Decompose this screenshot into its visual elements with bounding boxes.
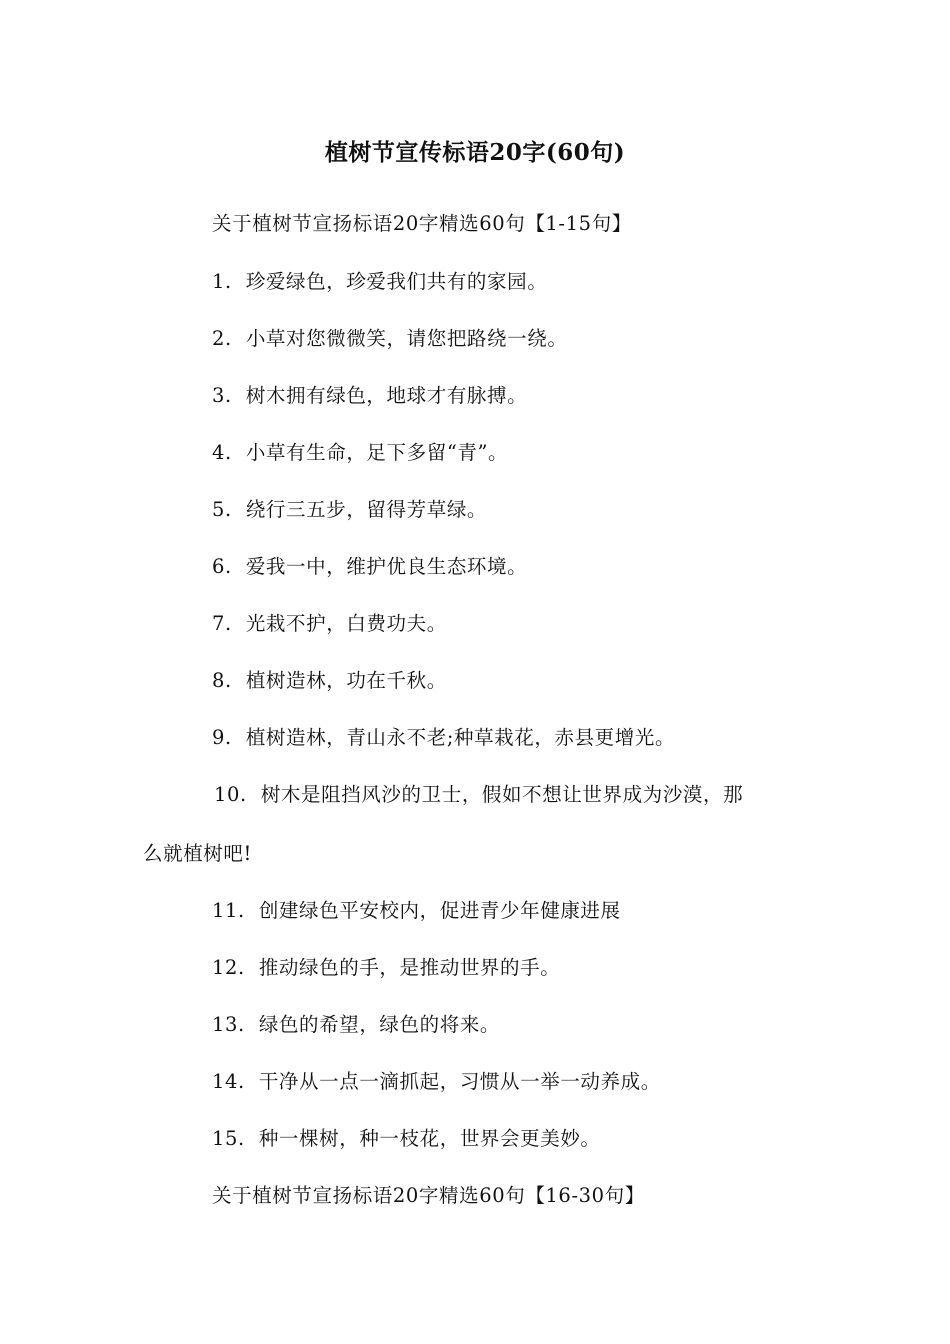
item-number: 4. xyxy=(212,441,232,464)
item-number: 1. xyxy=(212,270,232,293)
slogan-item-10 xyxy=(214,779,743,807)
slogan-item-3 xyxy=(212,380,527,408)
slogan-item-5 xyxy=(212,494,487,522)
slogan-item-13 xyxy=(212,1009,500,1037)
item-number: 5. xyxy=(212,498,232,521)
item-text: 树木拥有绿色，地球才有脉搏。 xyxy=(245,384,528,407)
slogan-item-1 xyxy=(212,266,547,294)
item-number: 11. xyxy=(212,899,245,922)
slogan-item-7 xyxy=(212,608,447,636)
document-title: 植树节宣传标语20字(60句) xyxy=(324,139,626,166)
slogan-item-4 xyxy=(212,437,508,465)
item-text: 推动绿色的手，是推动世界的手。 xyxy=(258,956,561,979)
item-text: 绕行三五步，留得芳草绿。 xyxy=(245,498,488,521)
item-number: 14. xyxy=(212,1070,245,1093)
item-text: 植树造林，青山永不老;种草栽花，赤县更增光。 xyxy=(245,726,676,749)
item-number: 15. xyxy=(212,1127,245,1150)
item-text: 光栽不护，白费功夫。 xyxy=(245,612,447,635)
item-number: 10. xyxy=(214,783,247,806)
slogan-item-9 xyxy=(212,722,675,750)
item-text: 创建绿色平安校内，促进青少年健康进展 xyxy=(258,899,621,922)
item-text: 植树造林，功在千秋。 xyxy=(245,669,447,692)
item-number: 2. xyxy=(212,327,232,350)
item-number: 6. xyxy=(212,555,232,578)
section-heading-1-15: 关于植树节宣扬标语20字精选60句【1-15句】 xyxy=(212,212,632,235)
slogan-item-2 xyxy=(212,323,567,351)
section-heading-16-30: 关于植树节宣扬标语20字精选60句【16-30句】 xyxy=(212,1184,645,1207)
item-text: 小草有生命，足下多留“青”。 xyxy=(245,441,509,464)
item-text: 珍爱绿色，珍爱我们共有的家园。 xyxy=(245,270,548,293)
item-text: 树木是阻挡风沙的卫士，假如不想让世界成为沙漠，那 xyxy=(260,783,744,806)
slogan-item-14 xyxy=(212,1066,661,1094)
slogan-item-6 xyxy=(212,551,527,579)
item-number: 7. xyxy=(212,612,232,635)
item-number: 3. xyxy=(212,384,232,407)
slogan-item-12 xyxy=(212,952,560,980)
item-text: 干净从一点一滴抓起，习惯从一举一动养成。 xyxy=(258,1070,661,1093)
item-number: 13. xyxy=(212,1013,245,1036)
item-text: 种一棵树，种一枝花，世界会更美妙。 xyxy=(258,1127,601,1150)
item-number: 8. xyxy=(212,669,232,692)
item-number: 9. xyxy=(212,726,232,749)
item-number: 12. xyxy=(212,956,245,979)
item-text: 爱我一中，维护优良生态环境。 xyxy=(245,555,528,578)
item-text: 绿色的希望，绿色的将来。 xyxy=(258,1013,501,1036)
item-text: 小草对您微微笑，请您把路绕一绕。 xyxy=(245,327,568,350)
slogan-item-8 xyxy=(212,665,447,693)
slogan-item-11 xyxy=(212,895,621,923)
slogan-item-15 xyxy=(212,1123,601,1151)
slogan-item-10-continuation: 么就植树吧! xyxy=(143,842,252,865)
